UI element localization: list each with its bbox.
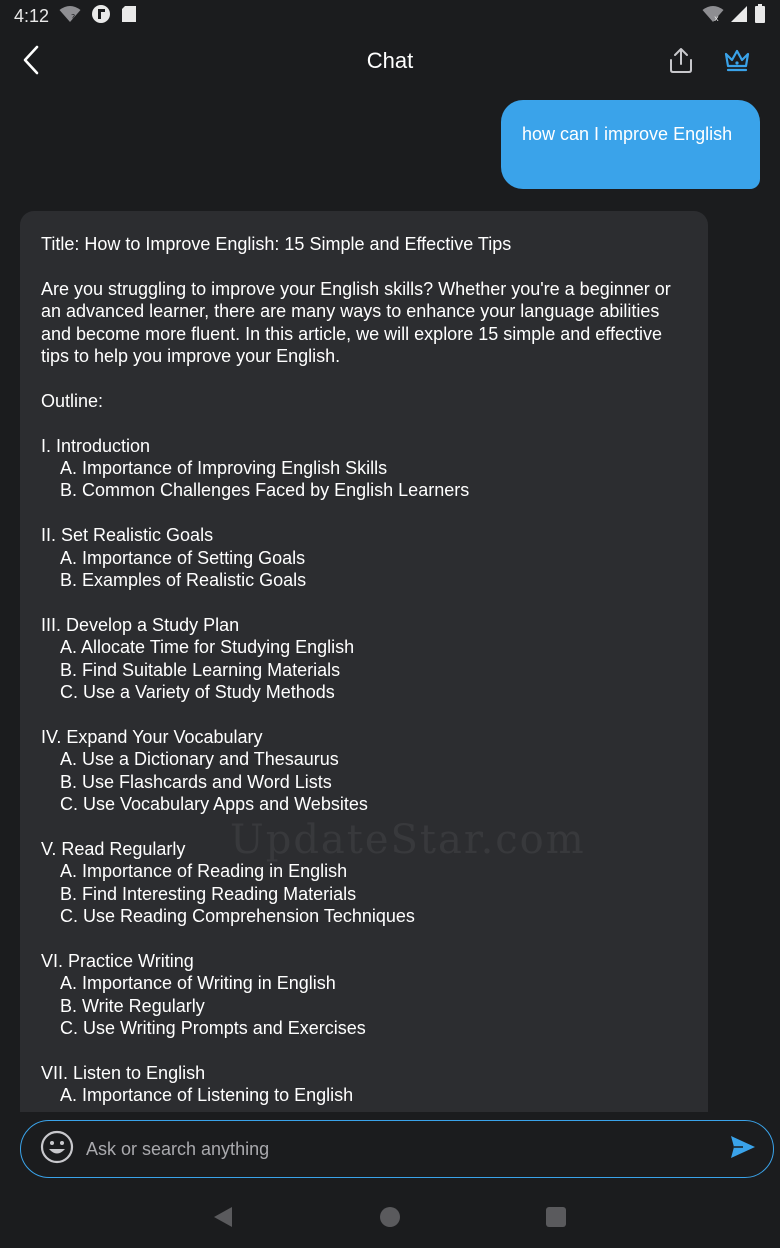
outline-subitem: A. Allocate Time for Studying English [60, 637, 355, 658]
send-icon [729, 1134, 757, 1165]
message-line: II. Set Realistic Goals [41, 525, 214, 546]
bot-message-bubble[interactable] [20, 211, 708, 1112]
line-gap [41, 1040, 688, 1062]
outline-subitem: C. Use a Variety of Study Methods [60, 682, 335, 703]
app-bar [0, 32, 780, 92]
outline-subitem: B. Write Regularly [60, 995, 205, 1016]
signal-icon [730, 5, 748, 28]
outline-subitem: C. Use Writing Prompts and Exercises [60, 1018, 366, 1039]
status-right [702, 4, 766, 29]
message-input-bar [20, 1120, 774, 1178]
wifi-x-icon [702, 5, 724, 28]
nav-recents-icon[interactable] [546, 1207, 566, 1227]
watermark: UpdateStar.com [230, 817, 586, 863]
message-line: V. Read Regularly [41, 838, 186, 859]
line-gap [41, 255, 688, 277]
outline-subitem: C. Use Reading Comprehension Techniques [60, 906, 415, 927]
app-notification-icon [91, 4, 111, 29]
outline-subitem: B. Use Flashcards and Word Lists [60, 771, 332, 792]
outline-subitem: B. Common Challenges Faced by English Learners [60, 480, 470, 501]
user-message-text: how can I improve English [522, 124, 733, 144]
outline-subitem: B. Find Suitable Learning Materials [60, 659, 341, 680]
battery-icon [754, 4, 766, 29]
outline-subitem: A. Importance of Setting Goals [60, 547, 306, 568]
outline-subitem: B. Find Interesting Reading Materials [60, 883, 357, 904]
user-message-bubble [501, 100, 760, 189]
page-title: Chat [366, 48, 414, 73]
message-line: Outline: [41, 390, 104, 411]
outline-subitem: A. Importance of Improving English Skills [60, 458, 388, 479]
message-line: III. Develop a Study Plan [41, 614, 240, 635]
crown-icon [722, 46, 752, 79]
status-bar [0, 0, 780, 32]
nav-back-icon[interactable] [212, 1206, 234, 1233]
status-left [14, 4, 137, 29]
outline-subitem: A. Importance of Writing in English [60, 973, 336, 994]
status-time: 4:12 [14, 5, 50, 26]
emoji-button[interactable] [39, 1131, 75, 1167]
share-icon [667, 46, 695, 79]
svg-text:?: ? [71, 12, 76, 22]
premium-button[interactable] [718, 44, 756, 80]
send-button[interactable] [719, 1125, 767, 1173]
message-line: VI. Practice Writing [41, 950, 194, 971]
line-gap [41, 927, 688, 949]
wifi-question-icon [59, 5, 81, 28]
message-line: Are you struggling to improve your English skills? Whether you're a beginner or an advanced learner, there are many ways to enhance your language abilities and become more fluent. In this article, we will explore 15 simple and effective tips to help you improve your English. [41, 278, 671, 367]
bot-message-text [41, 233, 688, 1107]
line-gap [41, 502, 688, 524]
outline-subitem: B. Examples of Realistic Goals [60, 570, 307, 591]
nav-home-icon[interactable] [380, 1207, 400, 1227]
message-line: IV. Expand Your Vocabulary [41, 726, 263, 747]
svg-text:x: x [714, 13, 719, 23]
smiley-icon [40, 1130, 74, 1169]
message-line: VII. Listen to English [41, 1062, 206, 1083]
sd-card-icon [121, 5, 137, 28]
outline-subitem: C. Use Vocabulary Apps and Websites [60, 794, 368, 815]
message-line: Title: How to Improve English: 15 Simple and Effective Tips [41, 234, 512, 254]
outline-subitem: A. Importance of Reading in English [60, 861, 348, 882]
message-line: I. Introduction [41, 435, 151, 456]
outline-subitem: A. Importance of Listening to English [60, 1085, 354, 1106]
search-input[interactable] [86, 1139, 719, 1160]
outline-subitem: A. Use a Dictionary and Thesaurus [60, 749, 339, 770]
line-gap [41, 412, 688, 434]
system-nav-bar [0, 1186, 780, 1248]
line-gap [41, 591, 688, 613]
line-gap [41, 703, 688, 725]
line-gap [41, 367, 688, 389]
share-button[interactable] [662, 44, 700, 80]
